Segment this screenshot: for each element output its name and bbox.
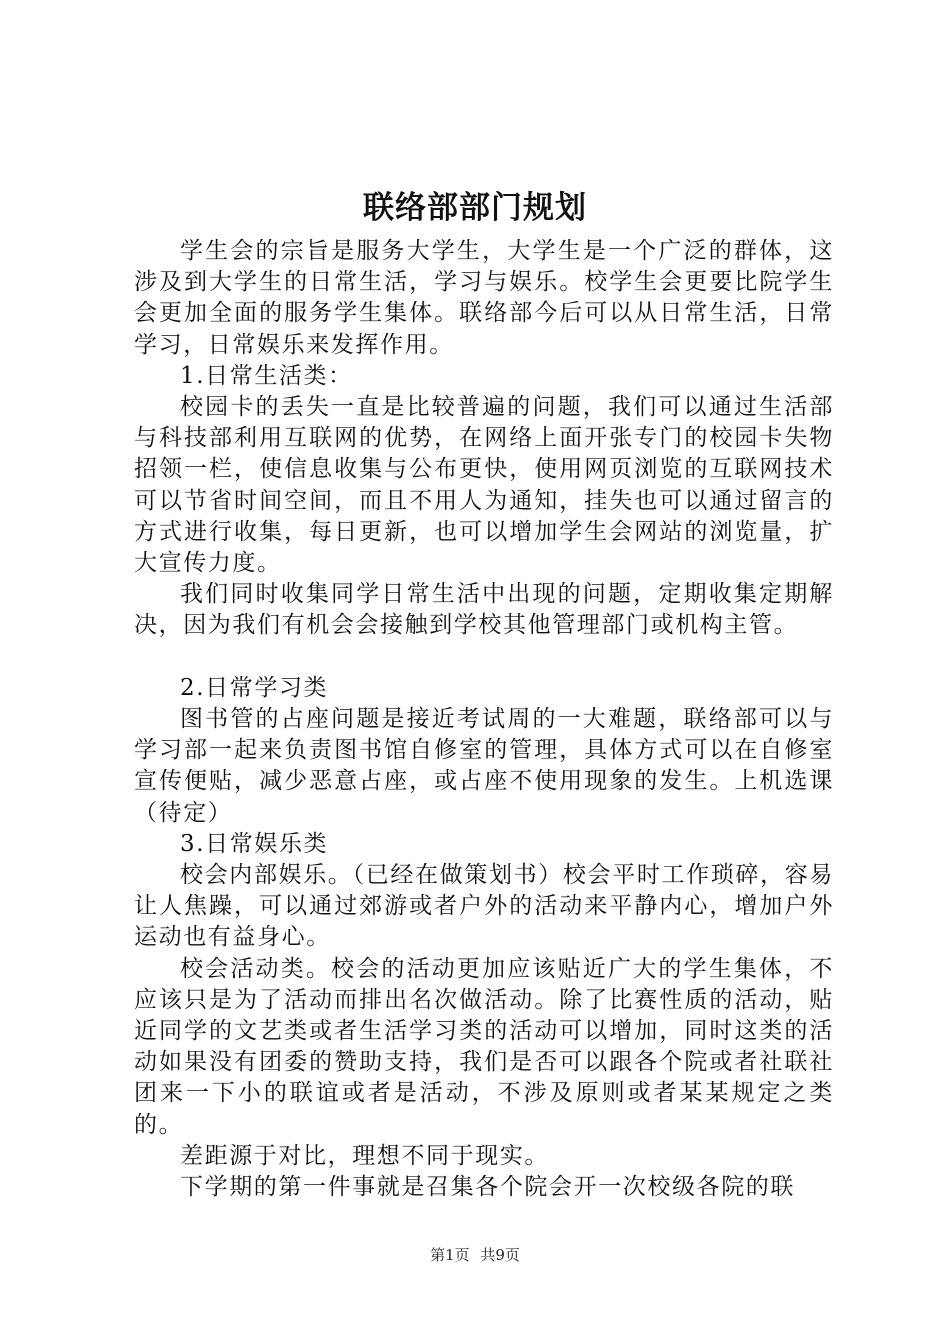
document-body — [134, 236, 834, 1203]
paragraph-next-semester: 下学期的第一件事就是召集各个院会开一次校级各院的联 — [180, 1174, 795, 1201]
section-heading-daily-life: 1.日常生活类： — [180, 362, 353, 389]
paragraph-library-seats: 图书管的占座问题是接近考试周的一大难题，联络部可以与学习部一起来负责图书馆自修室的管理，具体方式可以在自修室宣传便贴，减少恶意占座，或占座不使用现象的发生。上机选课（待定） — [134, 706, 834, 826]
paragraph-intro: 学生会的宗旨是服务大学生，大学生是一个广泛的群体，这涉及到大学生的日常生活，学习与娱乐。校学生会更要比院学生会更加全面的服务学生集体。联络部今后可以从日常生活，日常学习，日常娱乐来发挥作用。 — [134, 238, 834, 358]
document-title: 联络部部门规划 — [363, 190, 587, 226]
paragraph-activities: 校会活动类。校会的活动更加应该贴近广大的学生集体，不应该只是为了活动而排出名次做活动。除了比赛性质的活动，贴近同学的文艺类或者生活学习类的活动可以增加，同时这类的活动如果没有团委的赞助支持，我们是否可以跟各个院或者社联社团来一下小的联谊或者是活动，不涉及原则或者某某规定之类的。 — [134, 955, 834, 1138]
paragraph-campus-card: 校园卡的丢失一直是比较普遍的问题，我们可以通过生活部与科技部利用互联网的优势，在网络上面开张专门的校园卡失物招领一栏，使信息收集与公布更快，使用网页浏览的互联网技术可以节省时间空间，而且不用人为通知，挂失也可以通过留言的方式进行收集，每日更新，也可以增加学生会网站的浏览量，扩大宣传力度。 — [134, 394, 834, 577]
blank-line — [134, 642, 834, 673]
paragraph-internal-entertainment: 校会内部娱乐。（已经在做策划书）校会平时工作琐碎，容易让人焦躁，可以通过郊游或者户外的活动来平静内心，增加户外运动也有益身心。 — [134, 862, 834, 951]
page-footer — [0, 1245, 950, 1265]
page-number: 第1页 — [430, 1246, 470, 1264]
paragraph-collect-problems: 我们同时收集同学日常生活中出现的问题，定期收集定期解决，因为我们有机会会接触到学校其他管理部门或机构主管。 — [134, 581, 834, 639]
paragraph-gap: 差距源于对比，理想不同于现实。 — [180, 1142, 549, 1169]
section-heading-daily-entertainment: 3.日常娱乐类 — [180, 830, 329, 857]
page-total: 共9页 — [480, 1246, 520, 1264]
section-heading-daily-study: 2.日常学习类 — [180, 674, 329, 701]
